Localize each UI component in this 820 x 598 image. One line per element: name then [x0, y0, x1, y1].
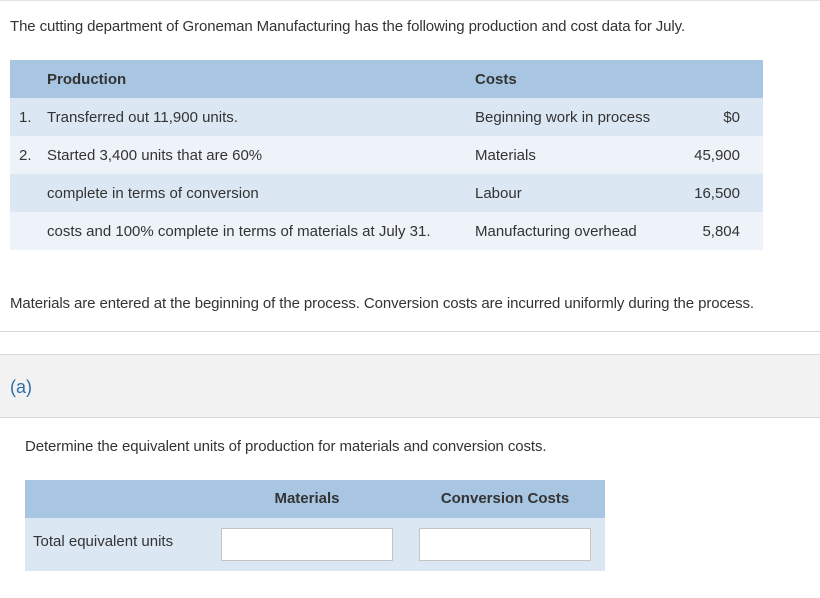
column-header-materials: Materials	[274, 490, 340, 507]
table-row	[10, 136, 763, 174]
cost-label: Beginning work in process	[475, 108, 651, 126]
production-text: Transferred out 11,900 units.	[47, 108, 238, 126]
table-header-row	[10, 60, 763, 98]
section-divider	[0, 331, 820, 332]
cost-amount: 16,500	[694, 184, 740, 202]
table-row	[10, 212, 763, 250]
row-number	[10, 212, 47, 250]
cost-label: Labour	[475, 184, 522, 202]
row-label-total-equivalent-units: Total equivalent units	[33, 533, 174, 550]
header-number-cell	[10, 60, 47, 98]
production-cost-table	[10, 60, 763, 250]
cost-amount: $0	[723, 108, 740, 126]
production-text: complete in terms of conversion	[47, 184, 259, 202]
cost-amount: 5,804	[702, 222, 740, 240]
answer-header-row	[25, 480, 605, 518]
cost-amount: 45,900	[694, 146, 740, 164]
part-label: (a)	[10, 377, 32, 397]
header-production: Production	[47, 70, 127, 88]
row-number: 1.	[19, 108, 32, 126]
question-instruction: Determine the equivalent units of production for materials and conversion costs.	[25, 438, 547, 455]
conversion-equivalent-units-input[interactable]	[419, 528, 591, 561]
answer-table	[25, 480, 605, 571]
cost-label: Manufacturing overhead	[475, 222, 637, 240]
part-header	[0, 354, 820, 418]
column-header-conversion-costs: Conversion Costs	[440, 490, 570, 507]
top-divider	[0, 0, 820, 1]
header-costs: Costs	[475, 70, 517, 88]
production-text: Started 3,400 units that are 60%	[47, 146, 263, 164]
table-row	[10, 174, 763, 212]
row-number: 2.	[19, 146, 32, 164]
production-text: costs and 100% complete in terms of materials at July 31.	[47, 222, 431, 240]
cost-label: Materials	[475, 146, 536, 164]
row-number	[10, 174, 47, 212]
problem-intro: The cutting department of Groneman Manufacturing has the following production and cost data for July.	[10, 18, 686, 35]
answer-row	[25, 518, 605, 571]
process-note: Materials are entered at the beginning of the process. Conversion costs are incurred uniformly during the process.	[10, 295, 754, 312]
header-amount-cell	[680, 60, 763, 98]
materials-equivalent-units-input[interactable]	[221, 528, 393, 561]
table-row	[10, 98, 763, 136]
